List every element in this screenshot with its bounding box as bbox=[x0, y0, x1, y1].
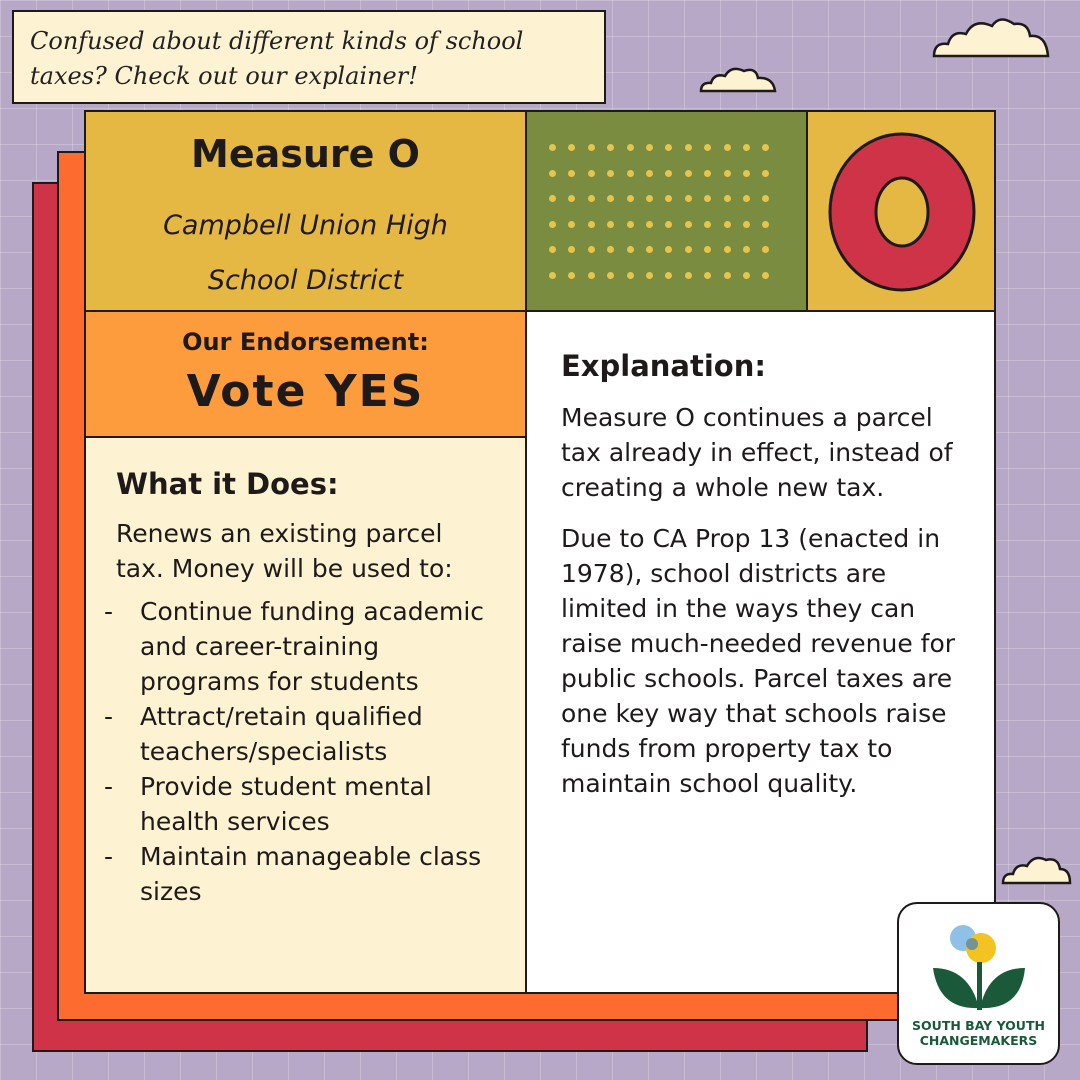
pattern-dot bbox=[607, 246, 614, 253]
pattern-dot bbox=[685, 272, 692, 279]
explainer-note[interactable]: Confused about different kinds of school taxes? Check out our explainer! bbox=[12, 10, 606, 104]
pattern-dot bbox=[743, 170, 750, 177]
pattern-dot bbox=[607, 272, 614, 279]
pattern-dot bbox=[704, 272, 711, 279]
pattern-dot bbox=[607, 144, 614, 151]
explanation-paragraph: Measure O continues a parcel tax already in effect, instead of creating a whole new tax. bbox=[561, 403, 953, 502]
what-it-does-panel bbox=[84, 436, 527, 994]
pattern-dot bbox=[646, 221, 653, 228]
pattern-dot bbox=[549, 195, 556, 202]
pattern-dot bbox=[762, 170, 769, 177]
pattern-dot bbox=[568, 170, 575, 177]
pattern-dot bbox=[549, 272, 556, 279]
measure-title: Measure O bbox=[191, 132, 420, 176]
pattern-dot bbox=[607, 195, 614, 202]
pattern-dot bbox=[568, 221, 575, 228]
explanation-heading: Explanation: bbox=[561, 349, 766, 383]
pattern-dot bbox=[627, 246, 634, 253]
pattern-dot bbox=[665, 272, 672, 279]
pattern-dot bbox=[588, 221, 595, 228]
pattern-dot bbox=[627, 272, 634, 279]
pattern-dot bbox=[665, 170, 672, 177]
pattern-dot bbox=[627, 221, 634, 228]
list-item: - Attract/retain qualified teachers/specialists bbox=[116, 699, 495, 769]
pattern-dot bbox=[568, 195, 575, 202]
pattern-dot bbox=[588, 246, 595, 253]
pattern-dot bbox=[646, 195, 653, 202]
pattern-dot bbox=[762, 221, 769, 228]
list-item: - Continue funding academic and career-training programs for students bbox=[116, 594, 495, 699]
pattern-dot bbox=[685, 170, 692, 177]
pattern-dot bbox=[762, 246, 769, 253]
cloud-icon bbox=[1000, 852, 1072, 886]
pattern-dot bbox=[685, 221, 692, 228]
pattern-dot bbox=[762, 144, 769, 151]
endorsement-panel bbox=[84, 310, 527, 438]
pattern-dot bbox=[743, 195, 750, 202]
district-name: Campbell Union High School District bbox=[163, 210, 448, 296]
pattern-dot bbox=[665, 144, 672, 151]
pattern-dot bbox=[704, 221, 711, 228]
pattern-dot bbox=[646, 144, 653, 151]
pattern-dot bbox=[568, 144, 575, 151]
list-item: - Provide student mental health services bbox=[116, 769, 495, 839]
endorsement-vote: Vote YES bbox=[186, 366, 425, 417]
cloud-icon bbox=[930, 16, 1052, 60]
endorsement-label: Our Endorsement: bbox=[182, 328, 429, 356]
explanation-paragraph: Due to CA Prop 13 (enacted in 1978), school districts are limited in the ways they can raise much-needed revenue for public schools. Parcel taxes are one key way that schools raise funds from property tax to maintain school quality. bbox=[561, 524, 956, 798]
pattern-dot bbox=[646, 272, 653, 279]
letter-o-panel bbox=[806, 110, 996, 312]
pattern-dot bbox=[743, 246, 750, 253]
pattern-dot bbox=[665, 195, 672, 202]
pattern-dot bbox=[549, 170, 556, 177]
pattern-dot bbox=[568, 246, 575, 253]
what-it-does-list bbox=[116, 594, 495, 909]
pattern-dot bbox=[724, 221, 731, 228]
pattern-dot bbox=[588, 195, 595, 202]
what-it-does-intro: Renews an existing parcel tax. Money will be used to: bbox=[116, 519, 453, 583]
pattern-dot bbox=[665, 246, 672, 253]
what-it-does-heading: What it Does: bbox=[116, 467, 339, 501]
pattern-dot bbox=[588, 170, 595, 177]
pattern-dot bbox=[588, 272, 595, 279]
pattern-dot bbox=[743, 144, 750, 151]
pattern-dot bbox=[704, 195, 711, 202]
pattern-dot bbox=[607, 221, 614, 228]
pattern-dot bbox=[743, 221, 750, 228]
pattern-dot bbox=[646, 246, 653, 253]
pattern-dot bbox=[627, 170, 634, 177]
pattern-dot bbox=[743, 272, 750, 279]
measure-title-panel bbox=[84, 110, 527, 312]
pattern-dot bbox=[724, 170, 731, 177]
pattern-dot bbox=[724, 195, 731, 202]
pattern-dot bbox=[627, 195, 634, 202]
pattern-dot bbox=[704, 246, 711, 253]
list-item: - Maintain manageable class sizes bbox=[116, 839, 495, 909]
letter-o-icon bbox=[822, 128, 982, 296]
pattern-dot bbox=[549, 246, 556, 253]
pattern-dot bbox=[704, 144, 711, 151]
pattern-dot bbox=[762, 195, 769, 202]
cloud-icon bbox=[698, 64, 778, 94]
org-name: SOUTH BAY YOUTH CHANGEMAKERS bbox=[912, 1018, 1045, 1048]
pattern-dot bbox=[724, 246, 731, 253]
explanation-panel bbox=[525, 310, 996, 994]
pattern-dot bbox=[607, 170, 614, 177]
pattern-dot bbox=[724, 144, 731, 151]
pattern-dot bbox=[762, 272, 769, 279]
org-logo-icon bbox=[929, 920, 1029, 1014]
pattern-dot bbox=[685, 195, 692, 202]
pattern-dot bbox=[549, 144, 556, 151]
pattern-dot bbox=[627, 144, 634, 151]
pattern-dot bbox=[646, 170, 653, 177]
pattern-dot bbox=[588, 144, 595, 151]
pattern-dot bbox=[704, 170, 711, 177]
pattern-dot bbox=[685, 246, 692, 253]
pattern-dot bbox=[665, 221, 672, 228]
dot-pattern-panel bbox=[525, 110, 808, 312]
pattern-dot bbox=[685, 144, 692, 151]
pattern-dot bbox=[568, 272, 575, 279]
pattern-dot bbox=[724, 272, 731, 279]
org-logo-card[interactable] bbox=[897, 902, 1060, 1065]
pattern-dot bbox=[549, 221, 556, 228]
